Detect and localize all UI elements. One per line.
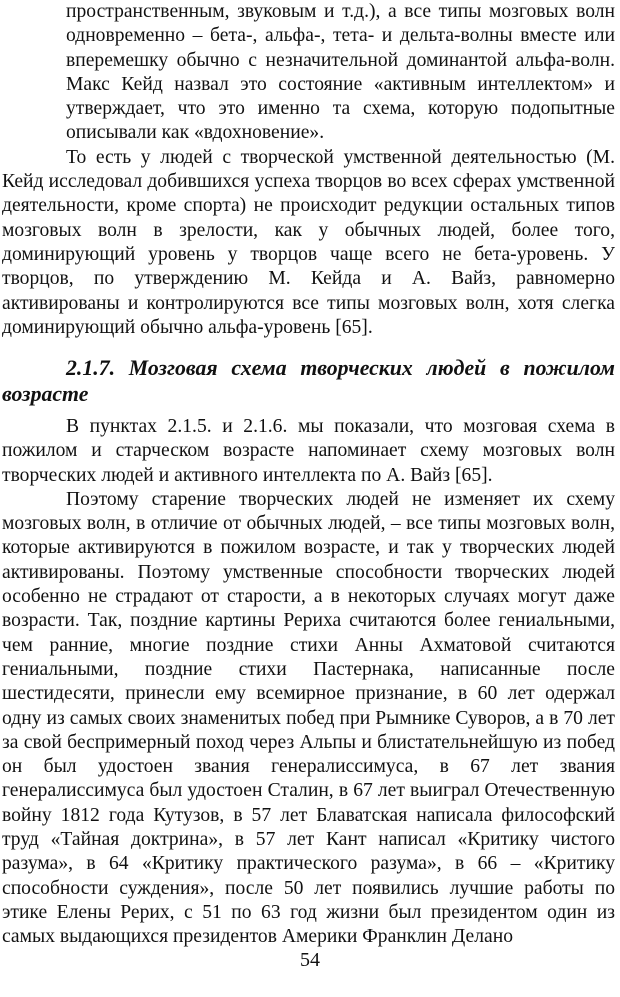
section-number: 2.1.7. — [66, 356, 116, 380]
paragraph-sections-reference: В пунктах 2.1.5. и 2.1.6. мы показали, что мозговая схема в пожилом и старческом возрасте напоминает схему мозговых волн творческих людей и активного интеллекта по А. Вайз [65]. — [2, 416, 615, 486]
text-block-top — [2, 0, 615, 340]
section-title: Мозговая схема творческих людей в пожилом возрасте — [2, 356, 615, 406]
paragraph-creative-brainwaves: То есть у людей с творческой умственной деятельностью (М. Кейд исследовал добившихся успеха творцов во всех сферах умственной деятельности, кроме спорта) не происходит редукции остальных типов мозговых волн в зрелости, как у обычных людей, более того, доминирующий уровень у творцов чаще всего не бета-уровень. У творцов, по утверждению М. Кейда и А. Вайз, равномерно активированы и контролируются все типы мозговых волн, хотя слегка доминирующий обычно альфа-уровень [65]. — [2, 146, 615, 338]
paragraph-aging-creative-people: Поэтому старение творческих людей не изменяет их схему мозговых волн, в отличие от обычных людей, – все типы мозговых волн, которые активируются в пожилом возрасте, и так у творческих людей активированы. Поэтому умственные способности творческих людей особенно не страдают от старости, а в некоторых случаях могут даже возрасти. Так, поздние картины Рериха считаются более гениальными, чем ранние, многие поздние стихи Анны Ахматовой считаются гениальными, поздние стихи Пастернака, написанные после шестидесяти, принесли ему всемирное признание, в 60 лет одержал одну из самых своих знаменитых побед при Рымнике Суворов, а в 70 лет за свой беспримерный поход через Альпы и блистательнейшую из побед он был удостоен звания генералиссимуса, в 67 лет звания генералиссимуса был удостоен Сталин, в 67 лет выиграл Отечественную войну 1812 года Кутузов, в 57 лет Блаватская написала философский труд «Тайная доктрина», в 57 лет Кант написал «Критику чистого разума», в 64 «Критику практического разума», в 66 – «Критику способности суждения», после 50 лет появились лучшие работы по этике Елены Рерих, с 51 по 63 год жизни был президентом один из самых выдающихся президентов Америки Франклин Делано — [2, 488, 615, 948]
section-heading — [2, 355, 615, 407]
paragraph-continued: пространственным, звуковым и т.д.), а все типы мозговых волн одновременно – бета-, альфа-, тета- и дельта-волны вместе или вперемешку обычно с незначительной доминантой альфа-волн. Макс Кейд назвал это состояние «активным интеллектом» и утверждает, что это именно та схема, которую подопытные описывали как «вдохновение». — [66, 1, 615, 144]
page-number: 54 — [300, 949, 320, 971]
text-block-bottom — [2, 415, 615, 950]
